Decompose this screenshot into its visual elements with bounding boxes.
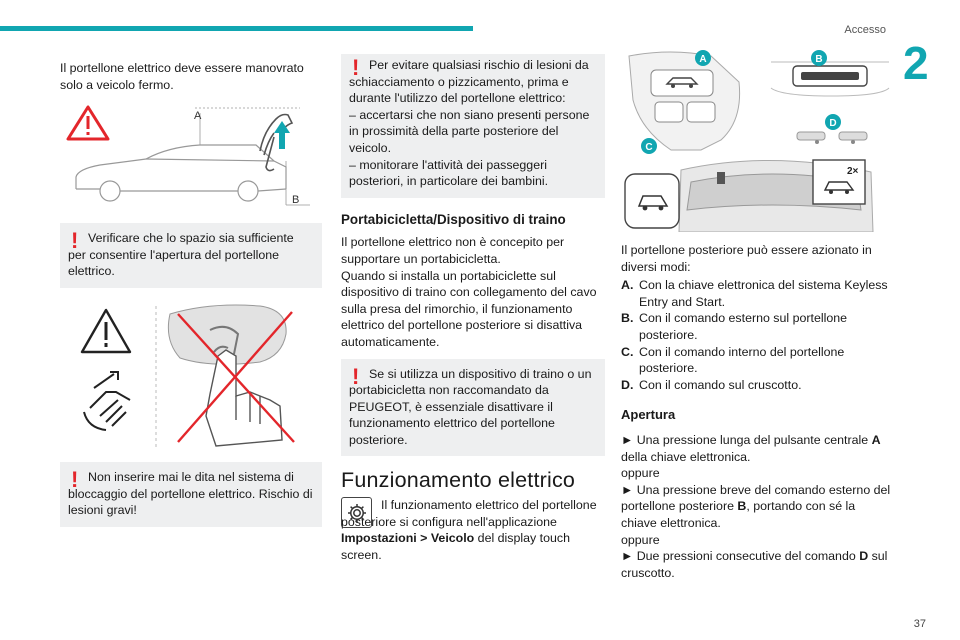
column-3 [621, 54, 893, 589]
list-item: B. Con il comando esterno sul portellone posteriore. [621, 311, 848, 342]
press-twice-label: 2× [847, 166, 859, 177]
svg-text:A: A [699, 54, 707, 65]
fig-label-a: A [194, 110, 202, 123]
svg-text:D: D [829, 118, 837, 129]
open-step-3: ► Due pressioni consecutive del comando D sul cruscotto. [621, 549, 888, 580]
settings-note: Il funzionamento elettrico del portellone posteriore si configura nell'applicazione Impostazioni > Veicolo del display touch screen. [341, 498, 597, 562]
hand-pinch-icon [84, 372, 130, 430]
controls-figure [621, 50, 893, 232]
dashboard-buttons-icon [797, 132, 867, 144]
warning-item-people: – accertarsi che non siano presenti persone in prossimità della parte posteriore del veicolo. [349, 107, 590, 155]
chapter-number: 2 [903, 37, 929, 89]
warning-triangle-icon [68, 107, 108, 139]
warning-box-fingers: ! Non inserire mai le dita nel sistema di bloccaggio del portellone elettrico. Rischio di lesioni gravi! [60, 462, 322, 527]
section-title: Accesso [844, 24, 886, 36]
gear-icon [341, 497, 372, 528]
warning-icon: ! [352, 55, 360, 80]
warning-icon: ! [71, 466, 79, 492]
warning-item-children: – monitorare l'attività dei passeggeri posteriori, in particolare dei bambini. [349, 157, 549, 189]
page-number: 37 [913, 618, 926, 630]
or-separator: oppure [621, 532, 660, 547]
heading-bike-carrier: Portabicicletta/Dispositivo di traino [341, 211, 566, 227]
fig-label-b: B [292, 194, 300, 207]
warning-icon: ! [352, 363, 360, 389]
header-accent-bar [0, 26, 473, 31]
intro-text: Il portellone elettrico deve essere manovrato solo a veicolo fermo. [60, 61, 304, 92]
list-item: D. Con il comando sul cruscotto. [621, 377, 802, 392]
open-step-1: ► Una pressione lunga del pulsante centrale A della chiave elettronica. [621, 432, 881, 464]
list-item: A. Con la chiave elettronica del sistema Keyless Entry and Start. [621, 278, 888, 309]
svg-text:C: C [645, 142, 653, 153]
warning-box-towing: ! Se si utilizza un dispositivo di traino o un portabicicletta non raccomandato da PEUGEOT, è essenziale disattivare il funzionamento elettrico del portellone posteriore. [341, 359, 605, 457]
warning-box-crushing: ! Per evitare qualsiasi rischio di lesioni da schiacciamento o pizzicamento, prima e durante l'utilizzo del portellone elettrico: – accertarsi che non siano presenti persone in prossimità della parte posteriore del veicolo. – monitorare l'attività dei passeggeri posteriori, in particolare dei bambini. [341, 54, 605, 198]
bike-paragraph-2: Quando si installa un portabiciclette sul dispositivo di traino con collegamento del cavo sulla presa del rimorchio, il funzionamento elettrico del portellone posteriore si disattiva automaticamente. [341, 268, 597, 349]
or-separator: oppure [621, 466, 660, 481]
list-item: C. Con il comando interno del portellone posteriore. [621, 344, 845, 376]
warning-icon: ! [71, 228, 79, 254]
car-silhouette-icon [76, 145, 286, 201]
finger-warning-figure [60, 300, 322, 450]
modes-list [621, 277, 893, 393]
heading-electric-operation: Funzionamento elettrico [341, 468, 576, 493]
bike-paragraph-1: Il portellone elettrico non è concepito per supportare un portabicicletta. [341, 235, 565, 266]
settings-path: Impostazioni > Veicolo [341, 531, 475, 546]
external-switch-icon [771, 62, 889, 96]
interior-switch-button [625, 174, 679, 228]
open-step-2: ► Una pressione breve del comando esterno del portellone posteriore B, portando con sé la chiave elettronica. [621, 482, 891, 530]
column-1 [60, 60, 322, 539]
tailgate-clearance-figure [60, 101, 322, 213]
operation-intro: Il portellone posteriore può essere azionato in diversi modi: [621, 243, 872, 274]
column-2 [341, 55, 605, 563]
heading-opening: Apertura [621, 407, 676, 423]
key-fob-icon [629, 52, 740, 150]
warning-box-space: ! Verificare che lo spazio sia sufficiente per consentire l'apertura del portellone elettrico. [60, 223, 322, 288]
svg-text:B: B [815, 54, 823, 65]
